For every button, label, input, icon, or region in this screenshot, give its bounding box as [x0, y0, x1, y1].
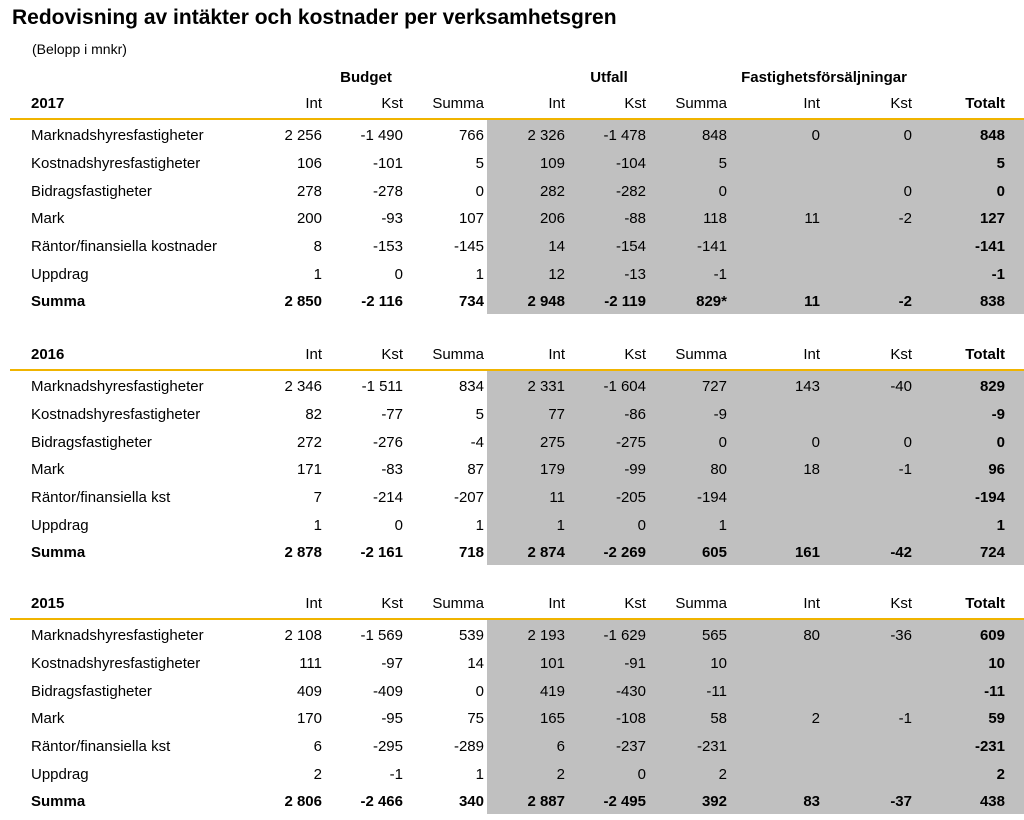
table-cell: 2 331	[527, 378, 565, 395]
section-year: 2015	[31, 595, 65, 612]
table-cell: 111	[299, 655, 322, 672]
table-cell: -1	[898, 461, 912, 478]
table-cell: -104	[615, 155, 646, 172]
table-cell: 171	[296, 461, 322, 478]
table-cell: 2 256	[284, 127, 322, 144]
table-cell: -9	[991, 406, 1005, 423]
table-cell: 0	[996, 434, 1005, 451]
header-rule	[10, 369, 1024, 371]
table-cell: 0	[637, 766, 646, 783]
table-cell: 2	[811, 710, 820, 727]
table-cell: 340	[458, 793, 484, 810]
group-header-utfall: Utfall	[590, 69, 628, 86]
section-year: 2017	[31, 95, 65, 112]
column-header: Kst	[890, 346, 912, 363]
table-cell: 409	[296, 683, 322, 700]
row-label: Bidragsfastigheter	[31, 183, 152, 200]
table-cell: -1 478	[603, 127, 646, 144]
year-section-2015	[0, 594, 1024, 814]
table-cell: 0	[903, 183, 912, 200]
column-header: Int	[305, 346, 322, 363]
table-cell: 848	[701, 127, 727, 144]
table-cell: -2 116	[361, 293, 403, 310]
table-cell: -11	[984, 683, 1005, 700]
table-cell: 2	[313, 766, 322, 783]
table-cell: 0	[903, 434, 912, 451]
row-label: Summa	[31, 544, 86, 561]
table-cell: -205	[615, 489, 646, 506]
table-cell: 170	[296, 710, 322, 727]
table-cell: 609	[979, 627, 1005, 644]
table-cell: -141	[696, 238, 727, 255]
table-cell: 734	[458, 293, 484, 310]
table-cell: 829*	[696, 293, 727, 310]
group-header-fastighetsforsaljningar: Fastighetsförsäljningar	[741, 69, 907, 86]
table-cell: 5	[996, 155, 1005, 172]
column-header: Int	[548, 95, 565, 112]
column-header: Totalt	[965, 346, 1005, 363]
year-section-2016	[0, 345, 1024, 565]
table-cell: 96	[988, 461, 1005, 478]
table-cell: -97	[381, 655, 403, 672]
column-header: Kst	[381, 595, 403, 612]
row-label: Bidragsfastigheter	[31, 434, 152, 451]
table-cell: 77	[548, 406, 565, 423]
table-cell: 838	[979, 293, 1005, 310]
table-cell: -278	[372, 183, 403, 200]
table-row	[0, 377, 1024, 405]
row-label: Marknadshyresfastigheter	[31, 627, 204, 644]
table-cell: 2 850	[284, 293, 322, 310]
table-cell: -2	[898, 210, 912, 227]
table-cell: -1	[713, 266, 727, 283]
table-cell: -77	[381, 406, 403, 423]
row-label: Kostnadshyresfastigheter	[31, 655, 201, 672]
column-header: Int	[305, 595, 322, 612]
table-cell: -40	[890, 378, 912, 395]
column-header: Kst	[890, 95, 912, 112]
table-cell: 165	[539, 710, 565, 727]
table-cell: 0	[903, 127, 912, 144]
table-cell: -1 490	[360, 127, 403, 144]
table-row	[0, 237, 1024, 265]
column-header: Kst	[624, 95, 646, 112]
table-cell: 565	[701, 627, 727, 644]
row-label: Summa	[31, 793, 86, 810]
report-subtitle: (Belopp i mnkr)	[32, 41, 127, 57]
table-cell: 80	[803, 627, 820, 644]
total-row	[0, 792, 1024, 820]
table-cell: 392	[701, 793, 727, 810]
table-cell: -101	[372, 155, 403, 172]
table-cell: -1	[898, 710, 912, 727]
table-cell: -37	[890, 793, 912, 810]
table-cell: -2 161	[360, 544, 403, 561]
table-cell: 2	[718, 766, 727, 783]
table-cell: -91	[624, 655, 646, 672]
row-label: Kostnadshyresfastigheter	[31, 155, 201, 172]
table-cell: 118	[703, 210, 727, 227]
table-row	[0, 516, 1024, 544]
table-cell: 10	[710, 655, 727, 672]
table-cell: 0	[394, 517, 403, 534]
table-cell: 2 887	[527, 793, 565, 810]
table-cell: 724	[979, 544, 1005, 561]
table-cell: 2 874	[527, 544, 565, 561]
table-cell: 18	[803, 461, 820, 478]
table-cell: 12	[548, 266, 565, 283]
row-label: Räntor/finansiella kst	[31, 489, 171, 506]
table-cell: 0	[475, 183, 484, 200]
table-cell: -2 495	[603, 793, 646, 810]
table-cell: 7	[313, 489, 322, 506]
table-cell: 11	[804, 293, 820, 310]
row-label: Uppdrag	[31, 517, 89, 534]
column-header: Summa	[432, 95, 484, 112]
table-cell: 0	[996, 183, 1005, 200]
table-cell: 727	[701, 378, 727, 395]
table-cell: -154	[615, 238, 646, 255]
table-cell: 109	[539, 155, 565, 172]
table-cell: 11	[549, 489, 565, 506]
table-cell: 2	[996, 766, 1005, 783]
section-header-row	[0, 594, 1024, 616]
table-cell: -153	[372, 238, 403, 255]
table-row	[0, 182, 1024, 210]
column-header: Kst	[381, 95, 403, 112]
table-cell: 278	[296, 183, 322, 200]
table-cell: 101	[539, 655, 565, 672]
row-label: Mark	[31, 710, 65, 727]
row-label: Marknadshyresfastigheter	[31, 127, 204, 144]
table-cell: 0	[811, 434, 820, 451]
table-cell: -145	[453, 238, 484, 255]
table-cell: -42	[890, 544, 912, 561]
table-cell: -1	[389, 766, 403, 783]
table-cell: 11	[804, 210, 820, 227]
table-cell: 848	[979, 127, 1005, 144]
table-row	[0, 126, 1024, 154]
table-cell: -231	[696, 738, 727, 755]
table-cell: -2 269	[603, 544, 646, 561]
table-cell: 1	[313, 517, 322, 534]
column-header: Kst	[381, 346, 403, 363]
table-cell: -9	[713, 406, 727, 423]
section-year: 2016	[31, 346, 65, 363]
table-row	[0, 154, 1024, 182]
table-cell: -83	[381, 461, 403, 478]
table-cell: 2 193	[527, 627, 565, 644]
row-label: Marknadshyresfastigheter	[31, 378, 204, 395]
table-cell: -276	[372, 434, 403, 451]
row-label: Mark	[31, 210, 65, 227]
table-cell: 718	[458, 544, 484, 561]
table-cell: 143	[794, 378, 820, 395]
column-header: Int	[548, 346, 565, 363]
table-cell: -289	[453, 738, 484, 755]
table-cell: 127	[979, 210, 1005, 227]
table-row	[0, 654, 1024, 682]
row-label: Räntor/finansiella kostnader	[31, 238, 217, 255]
table-cell: -13	[624, 266, 646, 283]
table-row	[0, 433, 1024, 461]
table-cell: -2 119	[604, 293, 646, 310]
table-cell: -194	[696, 489, 727, 506]
table-cell: 161	[794, 544, 820, 561]
table-cell: -214	[372, 489, 403, 506]
table-cell: -4	[470, 434, 484, 451]
table-cell: 2 878	[284, 544, 322, 561]
table-row	[0, 488, 1024, 516]
table-cell: -2 466	[360, 793, 403, 810]
table-cell: -1 511	[361, 378, 403, 395]
column-header: Totalt	[965, 95, 1005, 112]
table-cell: 0	[637, 517, 646, 534]
table-cell: -141	[974, 238, 1005, 255]
table-cell: -237	[615, 738, 646, 755]
table-cell: 82	[305, 406, 322, 423]
table-cell: 0	[718, 183, 727, 200]
table-cell: -1 569	[360, 627, 403, 644]
table-cell: -1 629	[603, 627, 646, 644]
table-row	[0, 682, 1024, 710]
table-cell: -231	[974, 738, 1005, 755]
table-cell: 1	[475, 517, 484, 534]
column-header: Summa	[675, 595, 727, 612]
table-cell: -207	[453, 489, 484, 506]
table-cell: 1	[313, 266, 322, 283]
table-cell: 2 948	[527, 293, 565, 310]
row-label: Uppdrag	[31, 766, 89, 783]
row-label: Kostnadshyresfastigheter	[31, 406, 201, 423]
table-cell: -409	[372, 683, 403, 700]
table-cell: -88	[624, 210, 646, 227]
column-header: Kst	[890, 595, 912, 612]
table-cell: -1 604	[603, 378, 646, 395]
table-cell: 2	[556, 766, 565, 783]
table-cell: 6	[313, 738, 322, 755]
table-cell: 0	[718, 434, 727, 451]
table-cell: 14	[548, 238, 565, 255]
header-rule	[10, 618, 1024, 620]
table-cell: 1	[718, 517, 727, 534]
row-label: Mark	[31, 461, 65, 478]
table-cell: 80	[710, 461, 727, 478]
table-cell: -2	[898, 293, 912, 310]
table-cell: 59	[988, 710, 1005, 727]
table-cell: 0	[811, 127, 820, 144]
row-label: Bidragsfastigheter	[31, 683, 152, 700]
table-cell: 275	[539, 434, 565, 451]
column-header: Int	[305, 95, 322, 112]
table-cell: 0	[394, 266, 403, 283]
table-cell: 419	[539, 683, 565, 700]
table-cell: 0	[475, 683, 484, 700]
table-row	[0, 460, 1024, 488]
total-row	[0, 292, 1024, 320]
table-cell: 282	[539, 183, 565, 200]
table-cell: 106	[296, 155, 322, 172]
table-row	[0, 737, 1024, 765]
table-row	[0, 626, 1024, 654]
table-cell: -108	[615, 710, 646, 727]
table-cell: -430	[615, 683, 646, 700]
table-cell: 1	[475, 266, 484, 283]
table-cell: -282	[615, 183, 646, 200]
table-cell: 272	[296, 434, 322, 451]
table-cell: 2 806	[284, 793, 322, 810]
table-cell: -93	[381, 210, 403, 227]
column-header: Int	[548, 595, 565, 612]
row-label: Räntor/finansiella kst	[31, 738, 171, 755]
total-row	[0, 543, 1024, 571]
table-row	[0, 209, 1024, 237]
row-label: Uppdrag	[31, 266, 89, 283]
row-label: Summa	[31, 293, 86, 310]
column-header: Kst	[624, 346, 646, 363]
table-cell: 87	[467, 461, 484, 478]
table-cell: 2 108	[284, 627, 322, 644]
table-cell: 766	[458, 127, 484, 144]
table-cell: 14	[467, 655, 484, 672]
section-header-row	[0, 345, 1024, 367]
table-cell: 1	[475, 766, 484, 783]
table-cell: 8	[313, 238, 322, 255]
column-header: Summa	[432, 595, 484, 612]
table-cell: 1	[556, 517, 565, 534]
column-header: Int	[803, 595, 820, 612]
table-cell: 5	[475, 406, 484, 423]
column-header: Int	[803, 346, 820, 363]
table-cell: 206	[539, 210, 565, 227]
table-row	[0, 265, 1024, 293]
report-title: Redovisning av intäkter och kostnader per verksamhetsgren	[12, 6, 617, 29]
table-cell: -95	[381, 710, 403, 727]
table-cell: -36	[890, 627, 912, 644]
section-header-row	[0, 94, 1024, 116]
table-cell: -1	[991, 266, 1005, 283]
column-header: Totalt	[965, 595, 1005, 612]
table-cell: -194	[974, 489, 1005, 506]
table-cell: 834	[458, 378, 484, 395]
group-header-budget: Budget	[340, 69, 392, 86]
table-cell: -86	[624, 406, 646, 423]
table-row	[0, 709, 1024, 737]
table-cell: 438	[979, 793, 1005, 810]
table-cell: 6	[556, 738, 565, 755]
table-cell: 58	[710, 710, 727, 727]
table-cell: 5	[718, 155, 727, 172]
header-rule	[10, 118, 1024, 120]
table-row	[0, 765, 1024, 793]
column-header: Summa	[675, 346, 727, 363]
table-cell: 539	[458, 627, 484, 644]
table-cell: 5	[475, 155, 484, 172]
table-cell: 10	[988, 655, 1005, 672]
table-cell: 1	[996, 517, 1005, 534]
table-cell: 107	[458, 210, 484, 227]
column-header: Summa	[432, 346, 484, 363]
table-row	[0, 405, 1024, 433]
column-header: Int	[803, 95, 820, 112]
table-cell: 2 346	[284, 378, 322, 395]
table-cell: -295	[372, 738, 403, 755]
table-cell: 83	[803, 793, 820, 810]
table-cell: 829	[979, 378, 1005, 395]
table-cell: 2 326	[527, 127, 565, 144]
table-cell: 179	[539, 461, 565, 478]
column-header: Summa	[675, 95, 727, 112]
year-section-2017	[0, 94, 1024, 314]
table-cell: -11	[706, 683, 727, 700]
table-cell: -99	[624, 461, 646, 478]
table-cell: -275	[615, 434, 646, 451]
table-cell: 75	[467, 710, 484, 727]
column-header: Kst	[624, 595, 646, 612]
table-cell: 605	[701, 544, 727, 561]
table-cell: 200	[296, 210, 322, 227]
